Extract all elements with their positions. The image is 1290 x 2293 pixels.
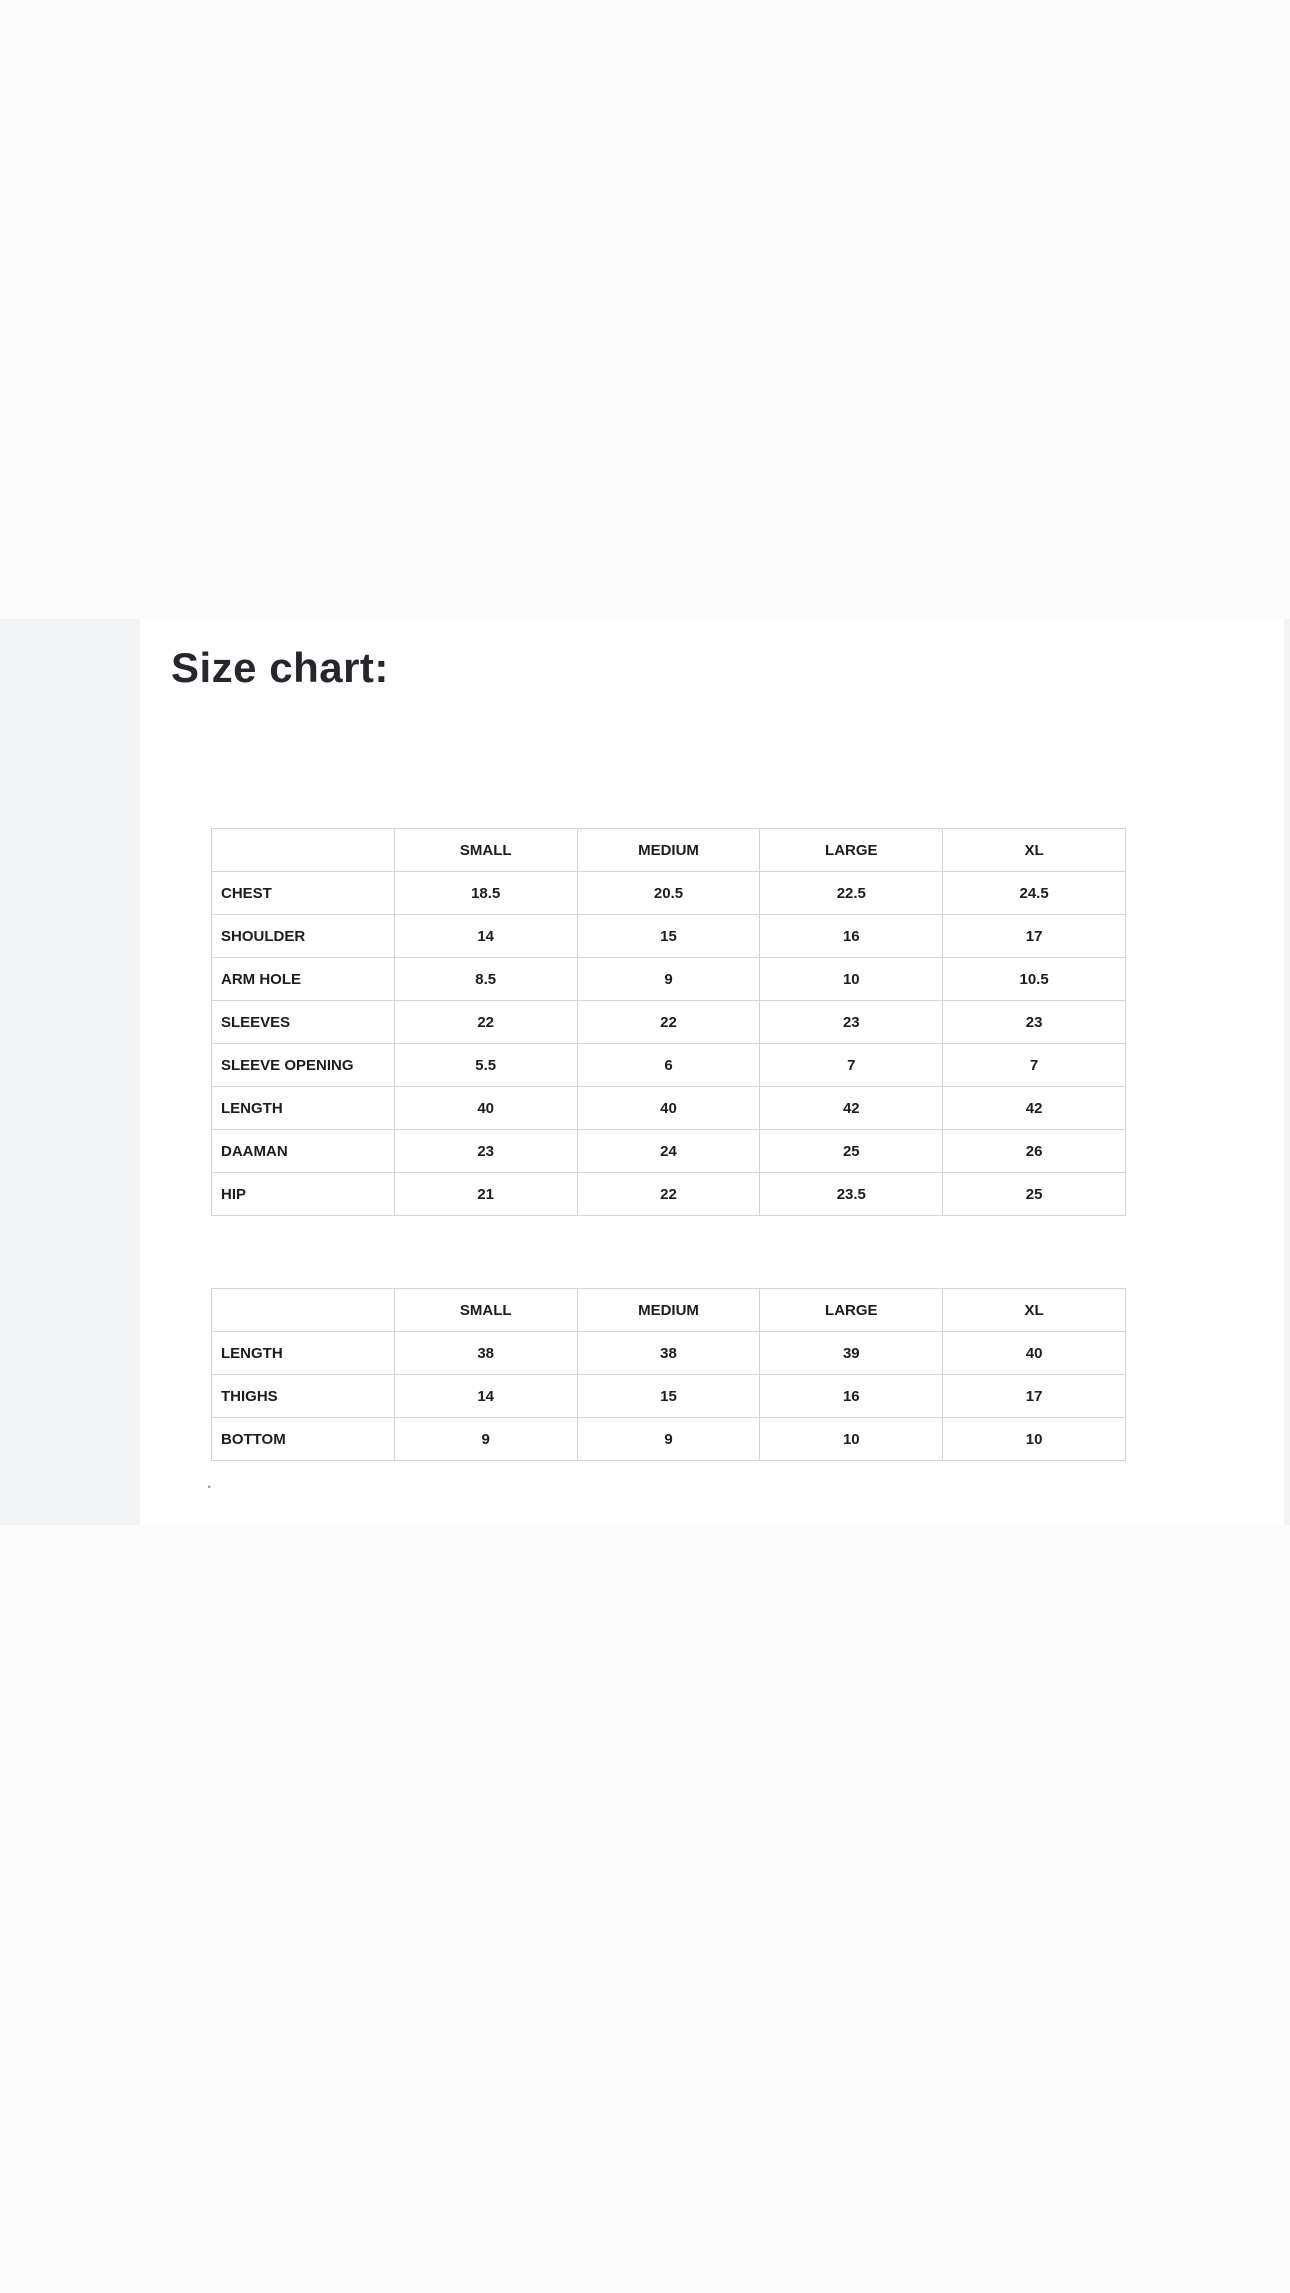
size-value-cell: 24.5 — [943, 872, 1126, 915]
size-chart-section — [140, 619, 1284, 1525]
size-value-cell: 22 — [577, 1173, 760, 1216]
size-value-cell: 38 — [577, 1332, 760, 1375]
size-value-cell: 26 — [943, 1130, 1126, 1173]
size-value-cell: 10 — [760, 1418, 943, 1461]
column-header-medium: MEDIUM — [577, 829, 760, 872]
size-value-cell: 15 — [577, 915, 760, 958]
table-row — [212, 872, 1126, 915]
size-value-cell: 9 — [577, 1418, 760, 1461]
header-row — [212, 1289, 1126, 1332]
size-value-cell: 23 — [760, 1001, 943, 1044]
size-value-cell: 23 — [943, 1001, 1126, 1044]
table-row — [212, 1130, 1126, 1173]
size-value-cell: 42 — [760, 1087, 943, 1130]
column-header-medium: MEDIUM — [577, 1289, 760, 1332]
size-value-cell: 14 — [394, 1375, 577, 1418]
table-row — [212, 1001, 1126, 1044]
table-row — [212, 915, 1126, 958]
size-value-cell: 40 — [394, 1087, 577, 1130]
row-label: LENGTH — [212, 1332, 395, 1375]
size-value-cell: 25 — [943, 1173, 1126, 1216]
row-label: SLEEVES — [212, 1001, 395, 1044]
size-value-cell: 21 — [394, 1173, 577, 1216]
size-value-cell: 18.5 — [394, 872, 577, 915]
row-label: ARM HOLE — [212, 958, 395, 1001]
row-label: HIP — [212, 1173, 395, 1216]
table-row — [212, 1087, 1126, 1130]
size-value-cell: 40 — [577, 1087, 760, 1130]
table-row — [212, 1375, 1126, 1418]
size-value-cell: 38 — [394, 1332, 577, 1375]
table-row — [212, 1332, 1126, 1375]
size-value-cell: 23 — [394, 1130, 577, 1173]
row-label: SLEEVE OPENING — [212, 1044, 395, 1087]
row-label: DAAMAN — [212, 1130, 395, 1173]
column-header-blank — [212, 1289, 395, 1332]
size-table-bottom — [211, 1288, 1126, 1461]
size-chart-heading: Size chart: — [171, 644, 389, 691]
size-value-cell: 7 — [943, 1044, 1126, 1087]
size-value-cell: 5.5 — [394, 1044, 577, 1087]
size-value-cell: 22 — [577, 1001, 760, 1044]
footnote-dot: . — [207, 1475, 212, 1492]
size-value-cell: 23.5 — [760, 1173, 943, 1216]
header-row — [212, 829, 1126, 872]
size-value-cell: 39 — [760, 1332, 943, 1375]
size-table-top — [211, 828, 1126, 1216]
column-header-xl: XL — [943, 829, 1126, 872]
column-header-small: SMALL — [394, 1289, 577, 1332]
size-value-cell: 22.5 — [760, 872, 943, 915]
column-header-large: LARGE — [760, 829, 943, 872]
size-value-cell: 8.5 — [394, 958, 577, 1001]
column-header-blank — [212, 829, 395, 872]
size-value-cell: 16 — [760, 1375, 943, 1418]
size-value-cell: 22 — [394, 1001, 577, 1044]
size-value-cell: 42 — [943, 1087, 1126, 1130]
size-value-cell: 10 — [760, 958, 943, 1001]
size-value-cell: 17 — [943, 1375, 1126, 1418]
size-value-cell: 20.5 — [577, 872, 760, 915]
size-value-cell: 10 — [943, 1418, 1126, 1461]
row-label: LENGTH — [212, 1087, 395, 1130]
size-value-cell: 9 — [394, 1418, 577, 1461]
row-label: CHEST — [212, 872, 395, 915]
size-value-cell: 25 — [760, 1130, 943, 1173]
size-value-cell: 6 — [577, 1044, 760, 1087]
size-value-cell: 15 — [577, 1375, 760, 1418]
size-value-cell: 16 — [760, 915, 943, 958]
column-header-small: SMALL — [394, 829, 577, 872]
row-label: BOTTOM — [212, 1418, 395, 1461]
size-value-cell: 14 — [394, 915, 577, 958]
table-row — [212, 1418, 1126, 1461]
row-label: THIGHS — [212, 1375, 395, 1418]
size-value-cell: 10.5 — [943, 958, 1126, 1001]
size-value-cell: 7 — [760, 1044, 943, 1087]
size-value-cell: 17 — [943, 915, 1126, 958]
size-value-cell: 9 — [577, 958, 760, 1001]
table-row — [212, 1173, 1126, 1216]
row-label: SHOULDER — [212, 915, 395, 958]
column-header-xl: XL — [943, 1289, 1126, 1332]
size-value-cell: 40 — [943, 1332, 1126, 1375]
table-row — [212, 958, 1126, 1001]
table-row — [212, 1044, 1126, 1087]
size-value-cell: 24 — [577, 1130, 760, 1173]
column-header-large: LARGE — [760, 1289, 943, 1332]
